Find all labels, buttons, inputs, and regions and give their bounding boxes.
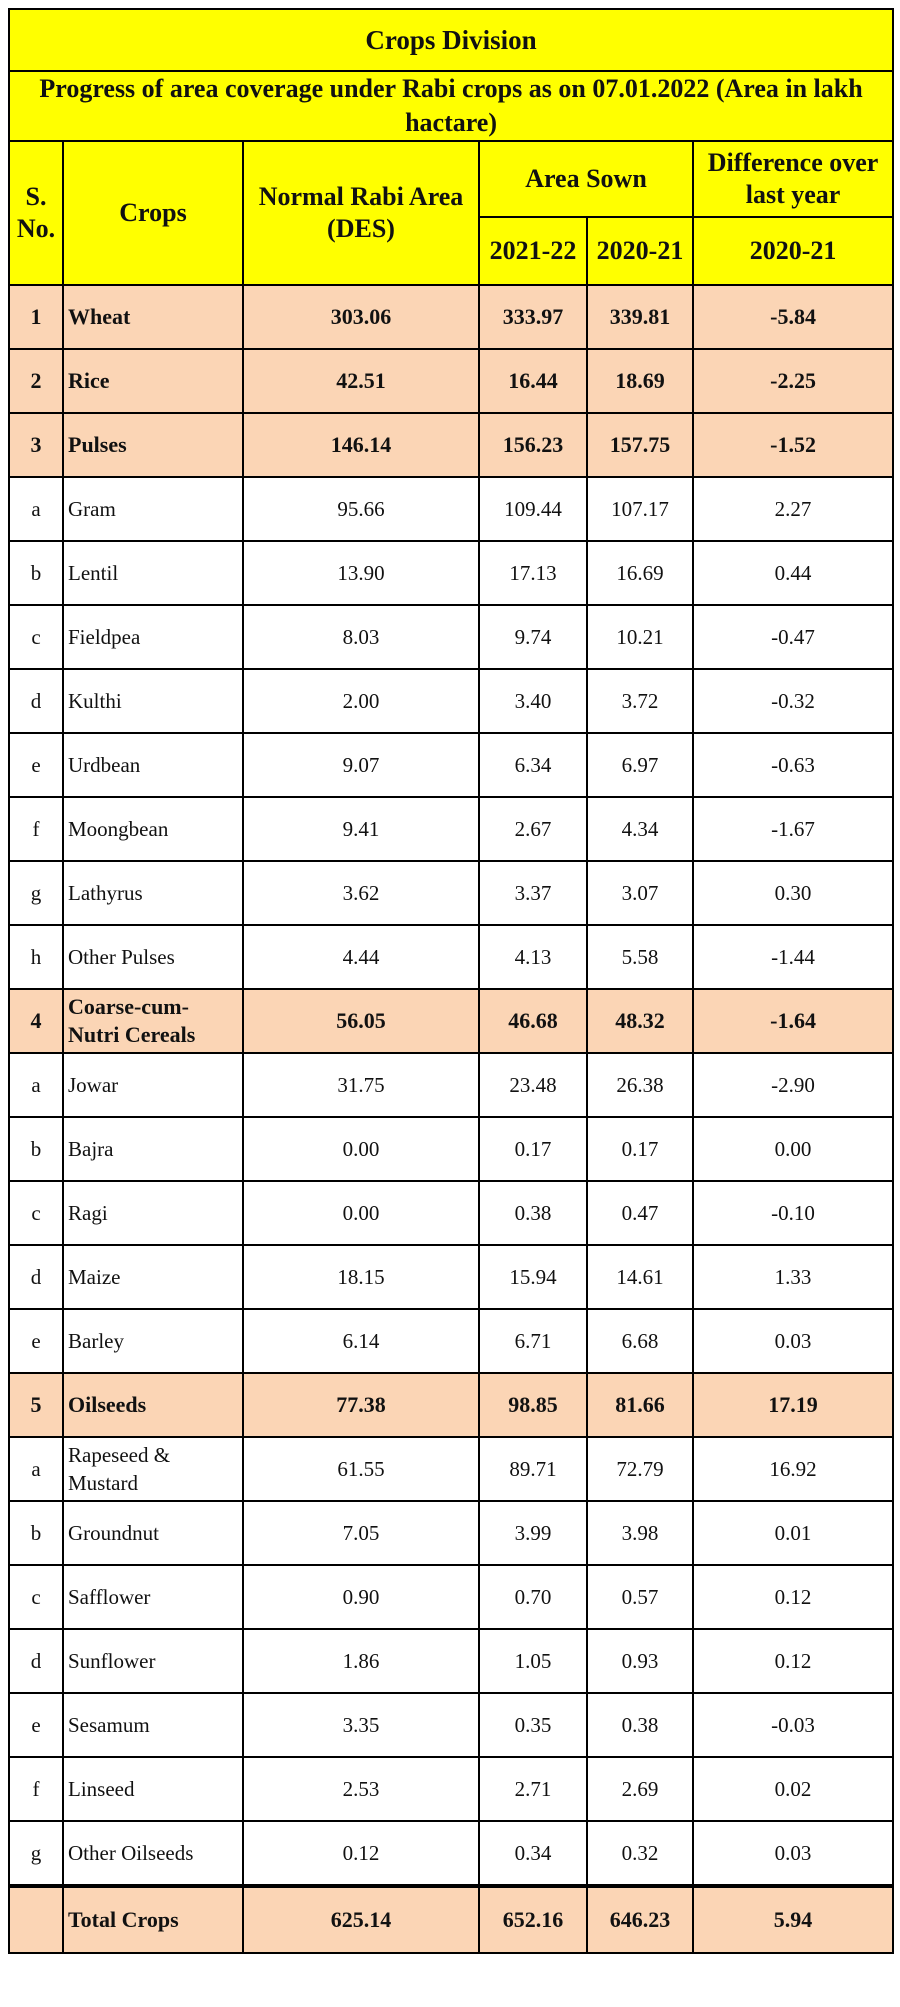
sno-cell: c bbox=[9, 1181, 63, 1245]
normal-area-cell: 303.06 bbox=[243, 285, 479, 349]
difference-cell: 2.27 bbox=[693, 477, 893, 541]
difference-cell: -2.25 bbox=[693, 349, 893, 413]
area-2020-21-cell: 16.69 bbox=[587, 541, 693, 605]
area-2021-22-cell: 0.35 bbox=[479, 1693, 587, 1757]
difference-cell: 0.44 bbox=[693, 541, 893, 605]
difference-cell: -1.64 bbox=[693, 989, 893, 1053]
crop-name-cell: Oilseeds bbox=[63, 1373, 243, 1437]
table-row bbox=[9, 669, 893, 733]
difference-cell: -1.52 bbox=[693, 413, 893, 477]
sno-cell: f bbox=[9, 797, 63, 861]
sno-cell: e bbox=[9, 1309, 63, 1373]
sno-cell: 5 bbox=[9, 1373, 63, 1437]
difference-cell: 0.12 bbox=[693, 1629, 893, 1693]
normal-area-cell: 9.07 bbox=[243, 733, 479, 797]
area-2021-22-cell: 2.67 bbox=[479, 797, 587, 861]
crop-name-cell: Gram bbox=[63, 477, 243, 541]
sno-cell: b bbox=[9, 1501, 63, 1565]
crop-name-cell: Other Oilseeds bbox=[63, 1821, 243, 1886]
normal-area-cell: 3.35 bbox=[243, 1693, 479, 1757]
table-row bbox=[9, 1117, 893, 1181]
normal-area-cell: 1.86 bbox=[243, 1629, 479, 1693]
area-2020-21-cell: 157.75 bbox=[587, 413, 693, 477]
sno-cell: b bbox=[9, 541, 63, 605]
crop-name-cell: Sesamum bbox=[63, 1693, 243, 1757]
difference-cell: -0.47 bbox=[693, 605, 893, 669]
normal-area-cell: 6.14 bbox=[243, 1309, 479, 1373]
table-row bbox=[9, 1437, 893, 1501]
crop-name-cell: Total Crops bbox=[63, 1886, 243, 1953]
table-row bbox=[9, 1565, 893, 1629]
area-2021-22-cell: 98.85 bbox=[479, 1373, 587, 1437]
sno-cell: b bbox=[9, 1117, 63, 1181]
title-row bbox=[9, 9, 893, 71]
crop-name-cell: Wheat bbox=[63, 285, 243, 349]
area-2021-22-cell: 0.34 bbox=[479, 1821, 587, 1886]
crop-name-cell: Jowar bbox=[63, 1053, 243, 1117]
sno-cell: 2 bbox=[9, 349, 63, 413]
normal-area-cell: 4.44 bbox=[243, 925, 479, 989]
header-sno: S. No. bbox=[9, 141, 63, 285]
crop-name-cell: Moongbean bbox=[63, 797, 243, 861]
crop-name-cell: Safflower bbox=[63, 1565, 243, 1629]
sno-cell: d bbox=[9, 1245, 63, 1309]
normal-area-cell: 0.00 bbox=[243, 1117, 479, 1181]
area-2021-22-cell: 6.34 bbox=[479, 733, 587, 797]
area-2020-21-cell: 0.93 bbox=[587, 1629, 693, 1693]
area-2021-22-cell: 0.70 bbox=[479, 1565, 587, 1629]
area-2021-22-cell: 0.38 bbox=[479, 1181, 587, 1245]
header-normal-area: Normal Rabi Area (DES) bbox=[243, 141, 479, 285]
difference-cell: 1.33 bbox=[693, 1245, 893, 1309]
normal-area-cell: 2.53 bbox=[243, 1757, 479, 1821]
area-2020-21-cell: 3.98 bbox=[587, 1501, 693, 1565]
normal-area-cell: 31.75 bbox=[243, 1053, 479, 1117]
header-year-2020-21: 2020-21 bbox=[587, 217, 693, 285]
table-row bbox=[9, 1693, 893, 1757]
area-2021-22-cell: 2.71 bbox=[479, 1757, 587, 1821]
crop-name-cell: Other Pulses bbox=[63, 925, 243, 989]
normal-area-cell: 9.41 bbox=[243, 797, 479, 861]
area-2020-21-cell: 26.38 bbox=[587, 1053, 693, 1117]
table-row bbox=[9, 1245, 893, 1309]
normal-area-cell: 625.14 bbox=[243, 1886, 479, 1953]
difference-cell: 0.12 bbox=[693, 1565, 893, 1629]
difference-cell: 16.92 bbox=[693, 1437, 893, 1501]
area-2021-22-cell: 15.94 bbox=[479, 1245, 587, 1309]
area-2020-21-cell: 10.21 bbox=[587, 605, 693, 669]
difference-cell: 0.02 bbox=[693, 1757, 893, 1821]
difference-cell: 5.94 bbox=[693, 1886, 893, 1953]
difference-cell: -0.32 bbox=[693, 669, 893, 733]
area-2021-22-cell: 6.71 bbox=[479, 1309, 587, 1373]
table-row bbox=[9, 477, 893, 541]
table-row bbox=[9, 605, 893, 669]
crop-name-cell: Coarse-cum-Nutri Cereals bbox=[63, 989, 243, 1053]
sno-cell: f bbox=[9, 1757, 63, 1821]
table-row bbox=[9, 1053, 893, 1117]
normal-area-cell: 0.90 bbox=[243, 1565, 479, 1629]
normal-area-cell: 61.55 bbox=[243, 1437, 479, 1501]
area-2020-21-cell: 0.57 bbox=[587, 1565, 693, 1629]
normal-area-cell: 95.66 bbox=[243, 477, 479, 541]
header-year-2021-22: 2021-22 bbox=[479, 217, 587, 285]
area-2020-21-cell: 72.79 bbox=[587, 1437, 693, 1501]
crop-name-cell: Kulthi bbox=[63, 669, 243, 733]
crop-name-cell: Sunflower bbox=[63, 1629, 243, 1693]
category-row bbox=[9, 413, 893, 477]
header-diff-year: 2020-21 bbox=[693, 217, 893, 285]
area-2020-21-cell: 3.72 bbox=[587, 669, 693, 733]
area-2020-21-cell: 6.68 bbox=[587, 1309, 693, 1373]
sno-cell: e bbox=[9, 733, 63, 797]
difference-cell: -1.67 bbox=[693, 797, 893, 861]
area-2021-22-cell: 0.17 bbox=[479, 1117, 587, 1181]
crop-name-cell: Pulses bbox=[63, 413, 243, 477]
normal-area-cell: 0.12 bbox=[243, 1821, 479, 1886]
crop-name-cell: Ragi bbox=[63, 1181, 243, 1245]
header-difference: Difference over last year bbox=[693, 141, 893, 217]
table-subtitle: Progress of area coverage under Rabi crops as on 07.01.2022 (Area in lakh hactare) bbox=[9, 71, 893, 141]
sno-cell: a bbox=[9, 1437, 63, 1501]
crop-name-cell: Linseed bbox=[63, 1757, 243, 1821]
difference-cell: -0.10 bbox=[693, 1181, 893, 1245]
area-2020-21-cell: 14.61 bbox=[587, 1245, 693, 1309]
crop-name-cell: Lentil bbox=[63, 541, 243, 605]
rabi-crops-table bbox=[8, 8, 894, 1954]
area-2021-22-cell: 3.37 bbox=[479, 861, 587, 925]
normal-area-cell: 0.00 bbox=[243, 1181, 479, 1245]
table-row bbox=[9, 925, 893, 989]
crop-name-cell: Maize bbox=[63, 1245, 243, 1309]
difference-cell: -2.90 bbox=[693, 1053, 893, 1117]
area-2020-21-cell: 646.23 bbox=[587, 1886, 693, 1953]
normal-area-cell: 2.00 bbox=[243, 669, 479, 733]
sno-cell: g bbox=[9, 861, 63, 925]
total-row bbox=[9, 1886, 893, 1953]
difference-cell: 0.03 bbox=[693, 1821, 893, 1886]
category-row bbox=[9, 989, 893, 1053]
area-2020-21-cell: 0.47 bbox=[587, 1181, 693, 1245]
area-2021-22-cell: 46.68 bbox=[479, 989, 587, 1053]
sno-cell: g bbox=[9, 1821, 63, 1886]
normal-area-cell: 18.15 bbox=[243, 1245, 479, 1309]
table-row bbox=[9, 797, 893, 861]
difference-cell: 0.00 bbox=[693, 1117, 893, 1181]
sno-cell bbox=[9, 1886, 63, 1953]
crop-name-cell: Fieldpea bbox=[63, 605, 243, 669]
sno-cell: a bbox=[9, 1053, 63, 1117]
area-2020-21-cell: 107.17 bbox=[587, 477, 693, 541]
crop-name-cell: Lathyrus bbox=[63, 861, 243, 925]
crop-name-cell: Bajra bbox=[63, 1117, 243, 1181]
subtitle-row bbox=[9, 71, 893, 141]
difference-cell: -0.03 bbox=[693, 1693, 893, 1757]
normal-area-cell: 146.14 bbox=[243, 413, 479, 477]
area-2020-21-cell: 81.66 bbox=[587, 1373, 693, 1437]
area-2021-22-cell: 23.48 bbox=[479, 1053, 587, 1117]
area-2020-21-cell: 48.32 bbox=[587, 989, 693, 1053]
difference-cell: -0.63 bbox=[693, 733, 893, 797]
area-2021-22-cell: 333.97 bbox=[479, 285, 587, 349]
crop-name-cell: Barley bbox=[63, 1309, 243, 1373]
category-row bbox=[9, 285, 893, 349]
area-2020-21-cell: 0.32 bbox=[587, 1821, 693, 1886]
area-2021-22-cell: 109.44 bbox=[479, 477, 587, 541]
sno-cell: 1 bbox=[9, 285, 63, 349]
table-title: Crops Division bbox=[9, 9, 893, 71]
area-2020-21-cell: 6.97 bbox=[587, 733, 693, 797]
difference-cell: -5.84 bbox=[693, 285, 893, 349]
area-2021-22-cell: 16.44 bbox=[479, 349, 587, 413]
sno-cell: c bbox=[9, 1565, 63, 1629]
table-row bbox=[9, 861, 893, 925]
area-2020-21-cell: 4.34 bbox=[587, 797, 693, 861]
area-2020-21-cell: 5.58 bbox=[587, 925, 693, 989]
area-2021-22-cell: 4.13 bbox=[479, 925, 587, 989]
report-container bbox=[8, 8, 892, 1954]
table-row bbox=[9, 733, 893, 797]
sno-cell: 3 bbox=[9, 413, 63, 477]
column-header-row bbox=[9, 141, 893, 217]
crop-name-cell: Urdbean bbox=[63, 733, 243, 797]
crop-name-cell: Groundnut bbox=[63, 1501, 243, 1565]
category-row bbox=[9, 1373, 893, 1437]
area-2021-22-cell: 652.16 bbox=[479, 1886, 587, 1953]
sno-cell: e bbox=[9, 1693, 63, 1757]
area-2020-21-cell: 2.69 bbox=[587, 1757, 693, 1821]
area-2021-22-cell: 17.13 bbox=[479, 541, 587, 605]
sno-cell: d bbox=[9, 669, 63, 733]
table-row bbox=[9, 1757, 893, 1821]
category-row bbox=[9, 349, 893, 413]
area-2021-22-cell: 156.23 bbox=[479, 413, 587, 477]
area-2020-21-cell: 3.07 bbox=[587, 861, 693, 925]
table-row bbox=[9, 1181, 893, 1245]
table-row bbox=[9, 1629, 893, 1693]
sno-cell: 4 bbox=[9, 989, 63, 1053]
sno-cell: c bbox=[9, 605, 63, 669]
area-2021-22-cell: 1.05 bbox=[479, 1629, 587, 1693]
normal-area-cell: 42.51 bbox=[243, 349, 479, 413]
difference-cell: 0.01 bbox=[693, 1501, 893, 1565]
area-2021-22-cell: 89.71 bbox=[479, 1437, 587, 1501]
normal-area-cell: 3.62 bbox=[243, 861, 479, 925]
header-area-sown: Area Sown bbox=[479, 141, 693, 217]
sno-cell: d bbox=[9, 1629, 63, 1693]
normal-area-cell: 7.05 bbox=[243, 1501, 479, 1565]
area-2020-21-cell: 18.69 bbox=[587, 349, 693, 413]
difference-cell: 17.19 bbox=[693, 1373, 893, 1437]
normal-area-cell: 8.03 bbox=[243, 605, 479, 669]
crop-name-cell: Rice bbox=[63, 349, 243, 413]
area-2021-22-cell: 9.74 bbox=[479, 605, 587, 669]
area-2020-21-cell: 0.38 bbox=[587, 1693, 693, 1757]
difference-cell: 0.30 bbox=[693, 861, 893, 925]
table-row bbox=[9, 541, 893, 605]
area-2020-21-cell: 339.81 bbox=[587, 285, 693, 349]
normal-area-cell: 77.38 bbox=[243, 1373, 479, 1437]
difference-cell: -1.44 bbox=[693, 925, 893, 989]
sno-cell: a bbox=[9, 477, 63, 541]
sno-cell: h bbox=[9, 925, 63, 989]
difference-cell: 0.03 bbox=[693, 1309, 893, 1373]
table-row bbox=[9, 1309, 893, 1373]
area-2021-22-cell: 3.99 bbox=[479, 1501, 587, 1565]
normal-area-cell: 13.90 bbox=[243, 541, 479, 605]
crop-name-cell: Rapeseed & Mustard bbox=[63, 1437, 243, 1501]
table-row bbox=[9, 1501, 893, 1565]
area-2020-21-cell: 0.17 bbox=[587, 1117, 693, 1181]
area-2021-22-cell: 3.40 bbox=[479, 669, 587, 733]
normal-area-cell: 56.05 bbox=[243, 989, 479, 1053]
table-row bbox=[9, 1821, 893, 1886]
header-crops: Crops bbox=[63, 141, 243, 285]
